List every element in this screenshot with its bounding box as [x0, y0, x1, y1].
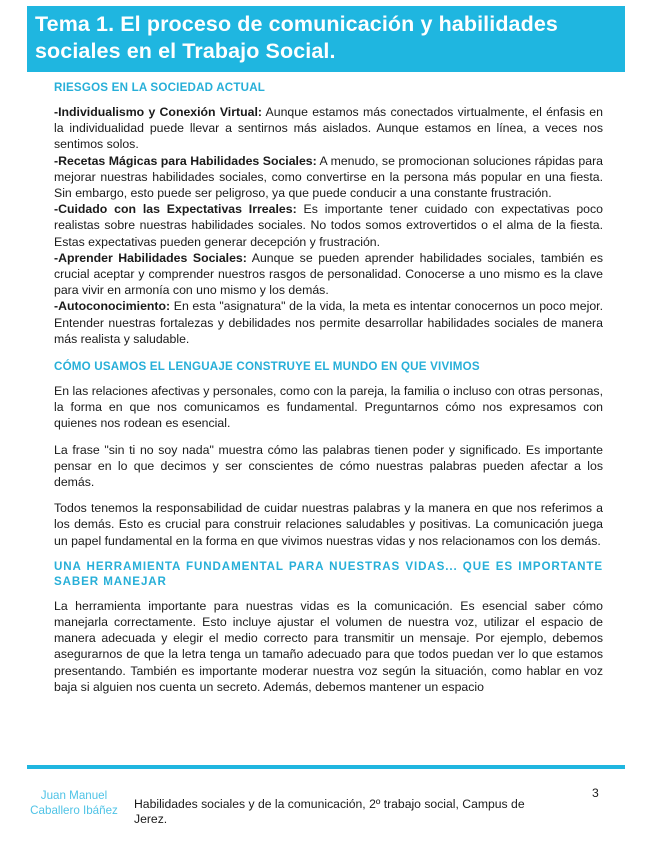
paragraph: Todos tenemos la responsabilidad de cuidar nuestras palabras y la manera en que nos referimos a los demás. Esto es crucial para construir relaciones saludables y positivas. La comunicación juega un papel fundamental en la forma en que vivimos nuestras vidas y nos relacionamos con los demás.: [54, 501, 603, 548]
paragraph: En las relaciones afectivas y personales, como con la pareja, la familia o incluso con otras personas, la forma en que nos comunicamos es fundamental. Preguntarnos cómo nos expresamos con quienes nos rodean es esencial.: [54, 384, 603, 431]
section-herramienta: [54, 559, 603, 695]
risk-text: Es importante tener cuidado con expectativas poco realistas sobre nuestras habilidades sociales. No todos somos extrovertidos o el alma de la fiesta. Estas expectativas pueden generar decepción y frustración.: [54, 202, 603, 249]
risk-item: [54, 250, 603, 299]
section-heading: UNA HERRAMIENTA FUNDAMENTAL PARA NUESTRAS VIDAS... QUE ES IMPORTANTE SABER MANEJAR: [54, 559, 603, 588]
risk-list: [54, 104, 603, 347]
risk-item: [54, 201, 603, 250]
page-number: 3: [592, 786, 599, 800]
footer-divider: [27, 765, 625, 769]
section-riesgos: [54, 80, 603, 347]
document-body: [54, 80, 603, 705]
risk-term: -Aprender Habilidades Sociales:: [54, 250, 247, 265]
risk-term: -Recetas Mágicas para Habilidades Sociales:: [54, 153, 317, 168]
risk-item: [54, 104, 603, 153]
section-heading: CÓMO USAMOS EL LENGUAJE CONSTRUYE EL MUNDO EN QUE VIVIMOS: [54, 360, 480, 374]
risk-item: [54, 298, 603, 347]
paragraph: La frase "sin ti no soy nada" muestra cómo las palabras tienen poder y significado. Es importante pensar en lo que decimos y ser conscientes de cómo nuestras palabras pueden afectar a los demás.: [54, 442, 603, 490]
risk-text: Aunque estamos más conectados virtualmente, el énfasis en la individualidad puede llevar a sentirnos más aislados. Aunque estamos en línea, a veces nos sentimos solos.: [54, 105, 603, 152]
risk-text: A menudo, se promocionan soluciones rápidas para mejorar nuestras habilidades sociales, como convertirse en la persona más popular en una fiesta. Sin embargo, esto puede ser peligroso, ya que puede conducir a una constante frustración.: [54, 153, 603, 201]
risk-term: -Cuidado con las Expectativas Irreales:: [54, 202, 297, 217]
paragraph: La herramienta importante para nuestras vidas es la comunicación. Es esencial saber cómo manejarla correctamente. Esto incluye ajustar el volumen de nuestra voz, utilizar el espacio de manera adecuada y elegir el medio correcto para transmitir un mensaje. Por ejemplo, debemos asegurarnos de que la letra tenga un tamaño adecuado para que todos puedan ver lo que estamos presentando. También es importante moderar nuestra voz según la situación, como hablar en voz baja si alguien nos cuenta un secreto. Además, debemos mantener un espacio: [54, 598, 603, 694]
risk-text: Aunque se pueden aprender habilidades sociales, también es crucial aceptar y comprender nuestros rasgos de personalidad. Conocerse a uno mismo es la clave para vivir en armonía con uno mismo y los demás.: [54, 250, 604, 298]
footer-course: Habilidades sociales y de la comunicación, 2º trabajo social, Campus de Jerez.: [134, 797, 525, 826]
page-title: Tema 1. El proceso de comunicación y habilidades sociales en el Trabajo Social.: [35, 12, 558, 63]
section-heading: RIESGOS EN LA SOCIEDAD ACTUAL: [54, 81, 266, 94]
title-banner: [27, 6, 625, 72]
risk-item: [54, 153, 603, 202]
risk-term: -Autoconocimiento:: [54, 299, 171, 314]
risk-text: En esta "asignatura" de la vida, la meta es intentar conocernos un poco mejor. Entender nuestras fortalezas y debilidades nos permite desarrollar habilidades sociales de manera más realista y saludable.: [54, 299, 603, 346]
risk-term: -Individualismo y Conexión Virtual:: [54, 105, 262, 119]
section-lenguaje: [54, 359, 603, 549]
footer-author: Juan Manuel Caballero Ibáñez: [30, 789, 118, 817]
